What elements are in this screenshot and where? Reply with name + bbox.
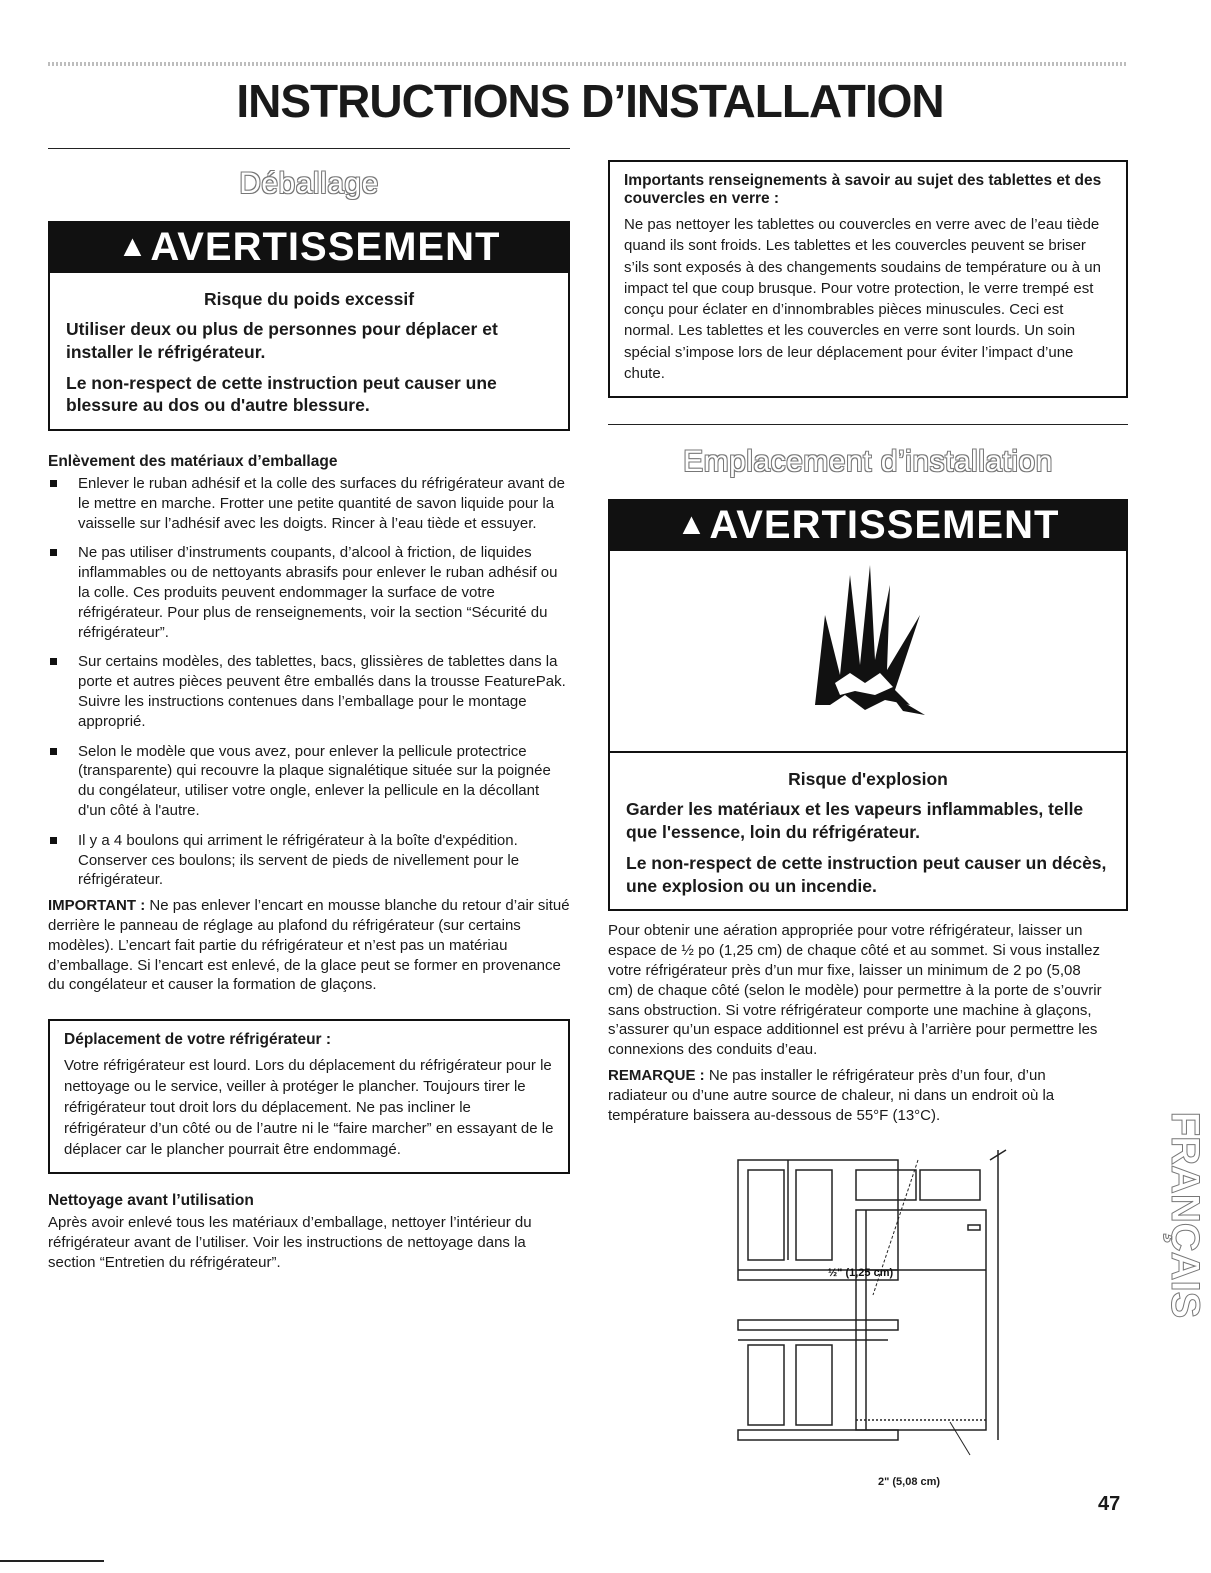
note-paragraph: [608, 1066, 1108, 1125]
warning-content: [610, 753, 1126, 909]
section-heading-unpacking: Déballage: [239, 167, 379, 200]
bullet-square-icon: [50, 480, 57, 487]
bullet-square-icon: [50, 549, 57, 556]
bullet-square-icon: [50, 837, 57, 844]
warning-banner-label: AVERTISSEMENT: [709, 503, 1060, 548]
section-rule: [608, 424, 1128, 425]
glass-box-body: Ne pas nettoyer les tablettes ou couvercles en verre avec de l’eau tiède quand ils sont froids. Les tablettes et les couvercles peuvent se briser s’ils sont exposés à des changements soudains de température ou à un impact tel que coup brusque. Pour votre protection, le verre trempé est conçu pour éclater en d’innombrables pièces minuscules. Ceci est normal. Les tablettes et les couvercles en verre sont lourds. Un soin spécial s’impose lors de leur déplacement pour éviter l’impact d’une chute.: [624, 216, 1101, 383]
section-heading-location: Emplacement d’installation: [683, 445, 1053, 479]
warning-consequence: Le non-respect de cette instruction peut causer une blessure au dos ou d'autre blessure.: [66, 372, 497, 416]
warning-consequence: Le non-respect de cette instruction peut causer un décès, une explosion ou un incendie.: [626, 852, 1107, 896]
bullet-square-icon: [50, 748, 57, 755]
risk-title: Risque du poids excessif: [203, 289, 415, 309]
cleaning-paragraph: Après avoir enlevé tous les matériaux d’emballage, nettoyer l’intérieur du réfrigérateur avant de l’utiliser. Voir les instructions de nettoyage dans la section “Entretien du réfrigérateur”.: [48, 1214, 532, 1271]
moving-info-box: [48, 1019, 570, 1174]
warning-box-weight: [48, 221, 570, 431]
explosion-symbol-area: [610, 551, 1126, 753]
warning-box-explosion: [608, 499, 1128, 911]
page-number: 47: [1098, 1493, 1121, 1515]
important-label: IMPORTANT :: [48, 897, 146, 915]
explosion-icon: [795, 555, 935, 735]
warning-triangle-icon: ▲: [676, 508, 708, 542]
important-paragraph: [48, 896, 570, 995]
warning-banner: [48, 221, 570, 273]
warning-banner: [608, 499, 1128, 551]
cleaning-heading: Nettoyage avant l’utilisation: [48, 1192, 254, 1210]
clearance-label-two-inch: 2" (5,08 cm): [878, 1476, 941, 1488]
moving-box-body: Votre réfrigérateur est lourd. Lors du déplacement du réfrigérateur pour le nettoyage ou le service, veiller à protéger le plancher. Toujours tirer le réfrigérateur tout droit lors du déplacement. Ne pas incliner le réfrigérateur d’un côté ou de l’autre ni le “faire marcher” en essayant de le déplacer car le plancher pourrait être endommagé.: [64, 1057, 554, 1159]
section-rule: [48, 148, 570, 149]
risk-title: Risque d'explosion: [788, 769, 948, 790]
location-paragraph: Pour obtenir une aération appropriée pour votre réfrigérateur, laisser un espace de ½ po (1,25 cm) de chaque côté et au sommet. Si vous installez votre réfrigérateur près d’un mur fixe, laisser un minimum de 2 po (5,08 cm) de chaque côté (selon le modèle) pour permettre à la porte de s’ouvrir sans obstruction. Si votre réfrigérateur comporte une machine à glaçons, s’assurer qu’un espace additionnel est prévu à l’arrière pour permettre les connexions des conduits d’eau.: [608, 922, 1102, 1059]
fridge-clearance-figure: [728, 1150, 1028, 1488]
list-item: Selon le modèle que vous avez, pour enlever la pellicule protectrice (transparente) qui recouvre la plaque signalétique située sur la poignée du congélateur, utiliser votre ongle, enlever la pellicule en la décollant d'un côté à l'autre.: [48, 742, 570, 821]
language-tab-graphic: [1150, 1080, 1207, 1350]
bullet-square-icon: [50, 658, 57, 665]
list-item: Ne pas utiliser d’instruments coupants, d’alcool à friction, de liquides inflammables ou de nettoyants abrasifs pour enlever le ruban adhésif ou la colle. Ces produits peuvent endommager la surface de votre réfrigérateur. Pour plus de renseignements, voir la section “Sécurité du réfrigérateur”.: [48, 543, 570, 642]
warning-content: [50, 273, 568, 429]
warning-instruction: Garder les matériaux et les vapeurs inflammables, telle que l'essence, loin du réfrigérateur.: [626, 799, 1084, 843]
list-item: Sur certains modèles, des tablettes, bacs, glissières de tablettes dans la porte et autres pièces peuvent être emballés dans la trousse FeaturePak. Suivre les instructions contenues dans l’emballage pour le montage approprié.: [48, 652, 570, 731]
removal-heading: Enlèvement des matériaux d’emballage: [48, 453, 338, 470]
fridge-cabinet-illustration: [728, 1150, 1028, 1450]
page-title: INSTRUCTIONS D’INSTALLATION: [236, 75, 944, 127]
left-column: [48, 148, 570, 1273]
glass-info-box: [608, 160, 1128, 398]
warning-instruction: Utiliser deux ou plus de personnes pour déplacer et installer le réfrigérateur.: [66, 319, 498, 362]
note-label: REMARQUE :: [608, 1066, 705, 1084]
warning-banner-label: AVERTISSEMENT: [150, 225, 501, 269]
note-text: Ne pas installer le réfrigérateur près d’un four, d’un radiateur ou d’une autre source de chaleur, ni dans un endroit où la température baissera au-dessous de 55°F (13°C).: [608, 1066, 1055, 1124]
top-decorative-strip: [48, 62, 1128, 66]
bottom-rule: [0, 1560, 104, 1562]
list-item: Enlever le ruban adhésif et la colle des surfaces du réfrigérateur avant de le mettre en marche. Frotter une petite quantité de savon liquide pour la vaisselle sur l’adhésif avec les doigts. Rincer à l’eau tiède et essuyer.: [48, 474, 570, 533]
language-side-tab: [1150, 1080, 1207, 1350]
glass-box-title: Importants renseignements à savoir au sujet des tablettes et des couvercles en verre :: [624, 172, 1102, 207]
moving-box-title: Déplacement de votre réfrigérateur :: [64, 1031, 332, 1049]
clearance-label-half-inch: ½" (1,25 cm): [828, 1267, 894, 1279]
list-item: Il y a 4 boulons qui arriment le réfrigérateur à la boîte d'expédition. Conserver ces boulons; ils servent de pieds de nivellement pour le réfrigérateur.: [48, 831, 570, 890]
important-text: Ne pas enlever l’encart en mousse blanche du retour d’air situé derrière le panneau de réglage au plafond du réfrigérateur (sur certains modèles). L’encart fait partie du réfrigérateur et n’est pas un matériau d’emballage. Si l’encart est enlevé, de la glace peut se former en provenance du congélateur et causer la formation de glaçons.: [48, 897, 570, 994]
warning-triangle-icon: ▲: [117, 230, 149, 263]
removal-bullet-list: [48, 474, 570, 890]
language-tab-text: FRANÇAIS: [1163, 1111, 1207, 1319]
right-column: [608, 148, 1128, 1488]
